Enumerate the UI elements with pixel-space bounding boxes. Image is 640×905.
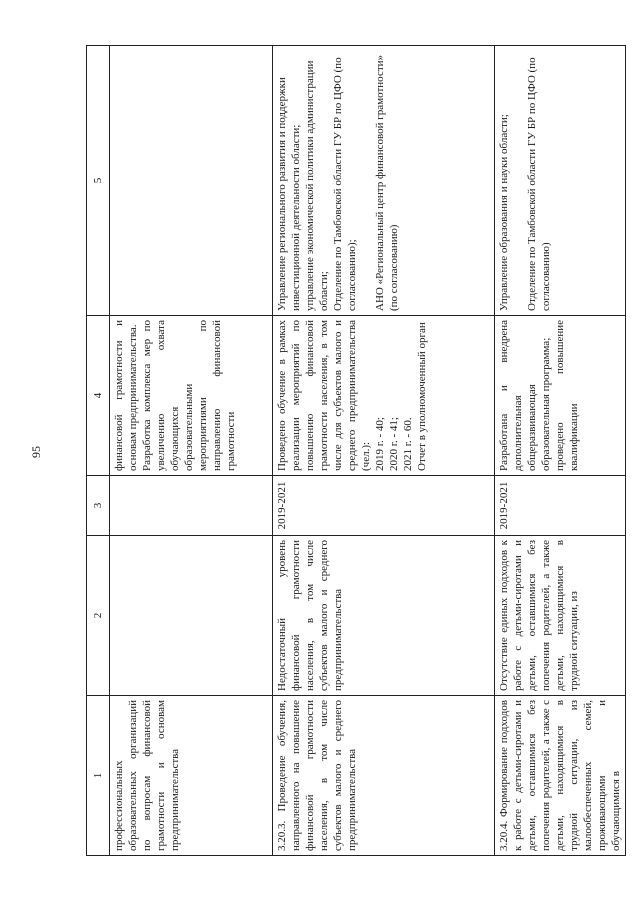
executor-line: Управление образования и науки области; bbox=[498, 114, 510, 311]
table-row bbox=[110, 46, 273, 856]
executor-line bbox=[359, 50, 373, 311]
header-cell: 5 bbox=[87, 46, 110, 316]
problem-cell: Отсутствие единых подходов к работе с детьми-сиротами и детьми, оставшимися без попечения родителей, а также детьми, находящимися в трудной ситуации, из bbox=[495, 536, 626, 696]
page-number: 95 bbox=[29, 446, 43, 458]
header-cell: 3 bbox=[87, 476, 110, 536]
executor-cell bbox=[110, 46, 273, 316]
problem-cell: Недостаточный уровень финансовой грамотности населения, в том числе субъектов малого и среднего предпринимательства bbox=[273, 536, 495, 696]
result-cell bbox=[273, 316, 495, 476]
result-line: Разработка комплекса мер по увеличению охвата обучающихся образовательными мероприятиями по направлению финансовой грамотности bbox=[141, 320, 237, 471]
executor-line: Управление регионального развития и поддержки инвестиционной деятельности области; bbox=[276, 77, 302, 311]
result-line: Отчет в уполномоченный орган bbox=[416, 322, 428, 471]
problem-cell bbox=[110, 536, 273, 696]
result-line: 2019 г. - 40; bbox=[374, 417, 386, 471]
header-cell: 4 bbox=[87, 316, 110, 476]
measure-cell: 3.20.4. Формирование подходов к работе с детьми-сиротами и детьми, оставшимися без попечения родителей, а также с детьми, находящимися в трудной ситуации, из малообеспеченных семей, проживающими и обучающимися в bbox=[495, 696, 626, 856]
rotated-page bbox=[86, 46, 622, 856]
table-row bbox=[273, 46, 495, 856]
result-line: Разработана и внедрена дополнительная общеразвивающая образовательная программа; bbox=[498, 320, 552, 471]
result-line: финансовой грамотности и основам предпринимательства. bbox=[113, 320, 139, 471]
executor-line bbox=[511, 50, 525, 311]
period-cell: 2019-2021 bbox=[495, 476, 626, 536]
result-line: 2021 г. - 60. bbox=[402, 417, 414, 471]
header-cell: 1 bbox=[87, 696, 110, 856]
table-row bbox=[495, 46, 626, 856]
executor-line: Отделение по Тамбовской области ГУ БР по ЦФО (по согласованию); bbox=[332, 57, 358, 311]
header-row bbox=[87, 46, 110, 856]
measure-cell: профессиональных образовательных организаций по вопросам финансовой грамотности и основам предпринимательства bbox=[110, 696, 273, 856]
period-cell: 2019-2021 bbox=[273, 476, 495, 536]
plan-table bbox=[86, 45, 626, 856]
executor-cell bbox=[495, 46, 626, 316]
executor-line: управление экономической политики администрации области; bbox=[304, 60, 330, 311]
measure-cell: 3.20.3. Проведение обучения, направленного на повышение финансовой грамотности населения, в том числе субъектов малого и среднего предпринимательства bbox=[273, 696, 495, 856]
result-line: проведено повышение квалификации bbox=[554, 320, 580, 471]
result-line: 2020 г. - 41; bbox=[388, 417, 400, 471]
period-cell bbox=[110, 476, 273, 536]
result-cell bbox=[110, 316, 273, 476]
executor-cell bbox=[273, 46, 495, 316]
result-cell bbox=[495, 316, 626, 476]
executor-line: Отделение по Тамбовской области ГУ БР по ЦФО (по согласованию) bbox=[526, 57, 552, 311]
result-line: Проведено обучение в рамках реализации мероприятий по повышению финансовой грамотности населения, в том числе для субъектов малого и среднего предпринимательства (чел.): bbox=[276, 320, 372, 471]
header-cell: 2 bbox=[87, 536, 110, 696]
executor-line: АНО «Региональный центр финансовой грамотности» (по согласованию) bbox=[374, 54, 400, 311]
